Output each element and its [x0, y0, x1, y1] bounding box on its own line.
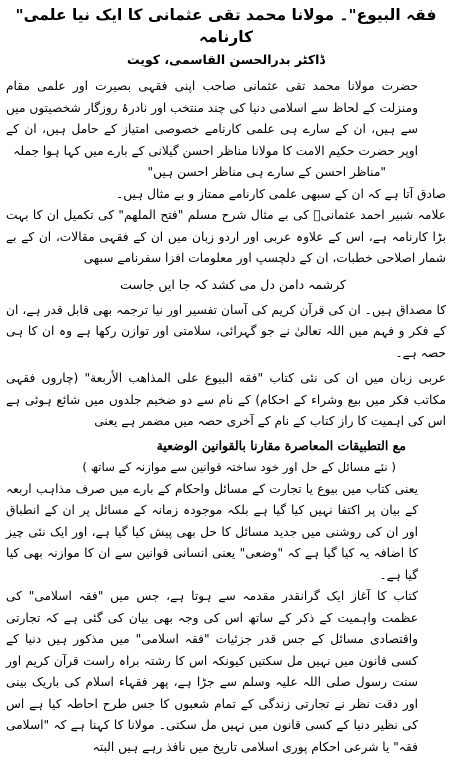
arabic-subtitle: مع التطبيقات المعاصرة مقارنا بالقوانين الوضعية — [156, 437, 406, 453]
quoted-phrase: "مناظر احسن کے سارے ہی مناظر احسن ہیں" — [147, 165, 386, 179]
paragraph-tafsir: کا مصداق ہیں۔ ان کی قرآن کریم کی آسان تفسیر اور نیا ترجمہ بھی قابل قدر ہے، ان کے فکر و فہم میں اللہ تعالیٰ نے جو گہرائی، سلامتی اور توازن رکھا ہے وہ ان کا ہی حصہ ہے۔ — [6, 302, 446, 360]
paragraph-intro: حضرت مولانا محمد تقی عثمانی صاحب اپنی فقہی بصیرت اور علمی مقام ومنزلت کے لحاظ سے اسلامی دنیا کی چند منتخب اور نادرۂ روزگار شخصیتوں میں سے ہیں، ان کے سارے ہی علمی کارنامے خصوصی امتیاز کے حامل ہیں، ان کے اوپر حضرت حکیم الامت کا مولانا مناظر احسن گیلانی کے بارے میں کہا ہوا جملہ — [6, 79, 418, 158]
paragraph-new-book: عربی زبان میں ان کی نئی کتاب "فقه البيوع على المذاهب الأربعة" (چاروں فقہی مکاتب فکر میں بیع وشراء کے احکام) کے نام سے دو ضخیم جلدوں میں شائع ہوئی ہے اس کی اہمیت کا راز کتاب کے نام کے آخری حصہ میں مضمر ہے یعنی — [6, 371, 446, 428]
paragraph-introduction: کتاب کا آغاز ایک گرانقدر مقدمہ سے ہوتا ہے، جس میں "فقہ اسلامی" کی عظمت واہمیت کے ذکر کے ساتھ اس کی وجہ بھی بیان کی گئی ہے کہ تجارتی واقتصادی مسائل کے جس قدر جزئیات "فقہ اسلامی" میں مذکور ہیں دنیا کے کسی قانون میں نہیں مل سکتیں کیونکہ اس کا رشتہ براہ راست قرآن کریم اور سنت رسول صلی اللہ علیہ وسلم سے جڑا ہے، پھر فقہاء اسلام کی باریک بینی اور دقت نظر نے تجارتی زندگی کے تمام شعبوں کا جس طرح احاطہ کیا ہے اس کی نظیر دنیا کے کسی قانون میں نہیں مل سکتی۔ مولانا کا کہنا ہے کہ "اسلامی فقہ" یا شرعی احکام پوری اسلامی تاریخ میں نافذ رہے ہیں البتہ — [6, 589, 418, 754]
article-title: "فقہ البیوع"۔ مولانا محمد تقی عثمانی کا ایک نیا علمی کارنامہ — [15, 6, 437, 46]
author-line: ڈاکٹر بدرالحسن القاسمی، کویت — [127, 52, 325, 67]
subtitle-translation: ( نئے مسائل کے حل اور خود ساختہ قوانین سے موازنہ کے ساتھ ) — [82, 459, 396, 474]
persian-verse: کرشمہ دامن دل می کشد کہ جا ایں جاست — [120, 276, 346, 292]
paragraph-conclusion: صادق آتا ہے کہ ان کے سبھی علمی کارنامے ممتاز و بے مثال ہیں۔ — [116, 186, 446, 201]
paragraph-works: علامہ شبیر احمد عثمانیؒ کی بے مثال شرح مسلم "فتح الملهم" کی تکمیل ان کا بہت بڑا کارنامہ ہے، اس کے علاوہ عربی اور اردو زبان میں ان کے فقہی مقالات، ان کے بے شمار اصلاحی خطبات، ان کے دلچسپ اور معلومات افزا سفرنامے سبھی — [6, 208, 446, 265]
paragraph-method: یعنی کتاب میں بیوع یا تجارت کے مسائل واحکام کے بارے میں صرف مذاہب اربعہ کے بیان پر اکتفا نہیں کیا گیا ہے بلکہ موجودہ زمانہ کے مسائل پر ان کے انطباق اور ان کی روشنی میں جدید مسائل کا حل بھی پیش کیا گیا ہے، اور ایک نئی چیز کا اضافہ یہ کیا گیا ہے کہ "وضعی" یعنی انسانی قوانین سے ان کا موازنہ بھی کیا گیا ہے۔ — [6, 481, 418, 582]
